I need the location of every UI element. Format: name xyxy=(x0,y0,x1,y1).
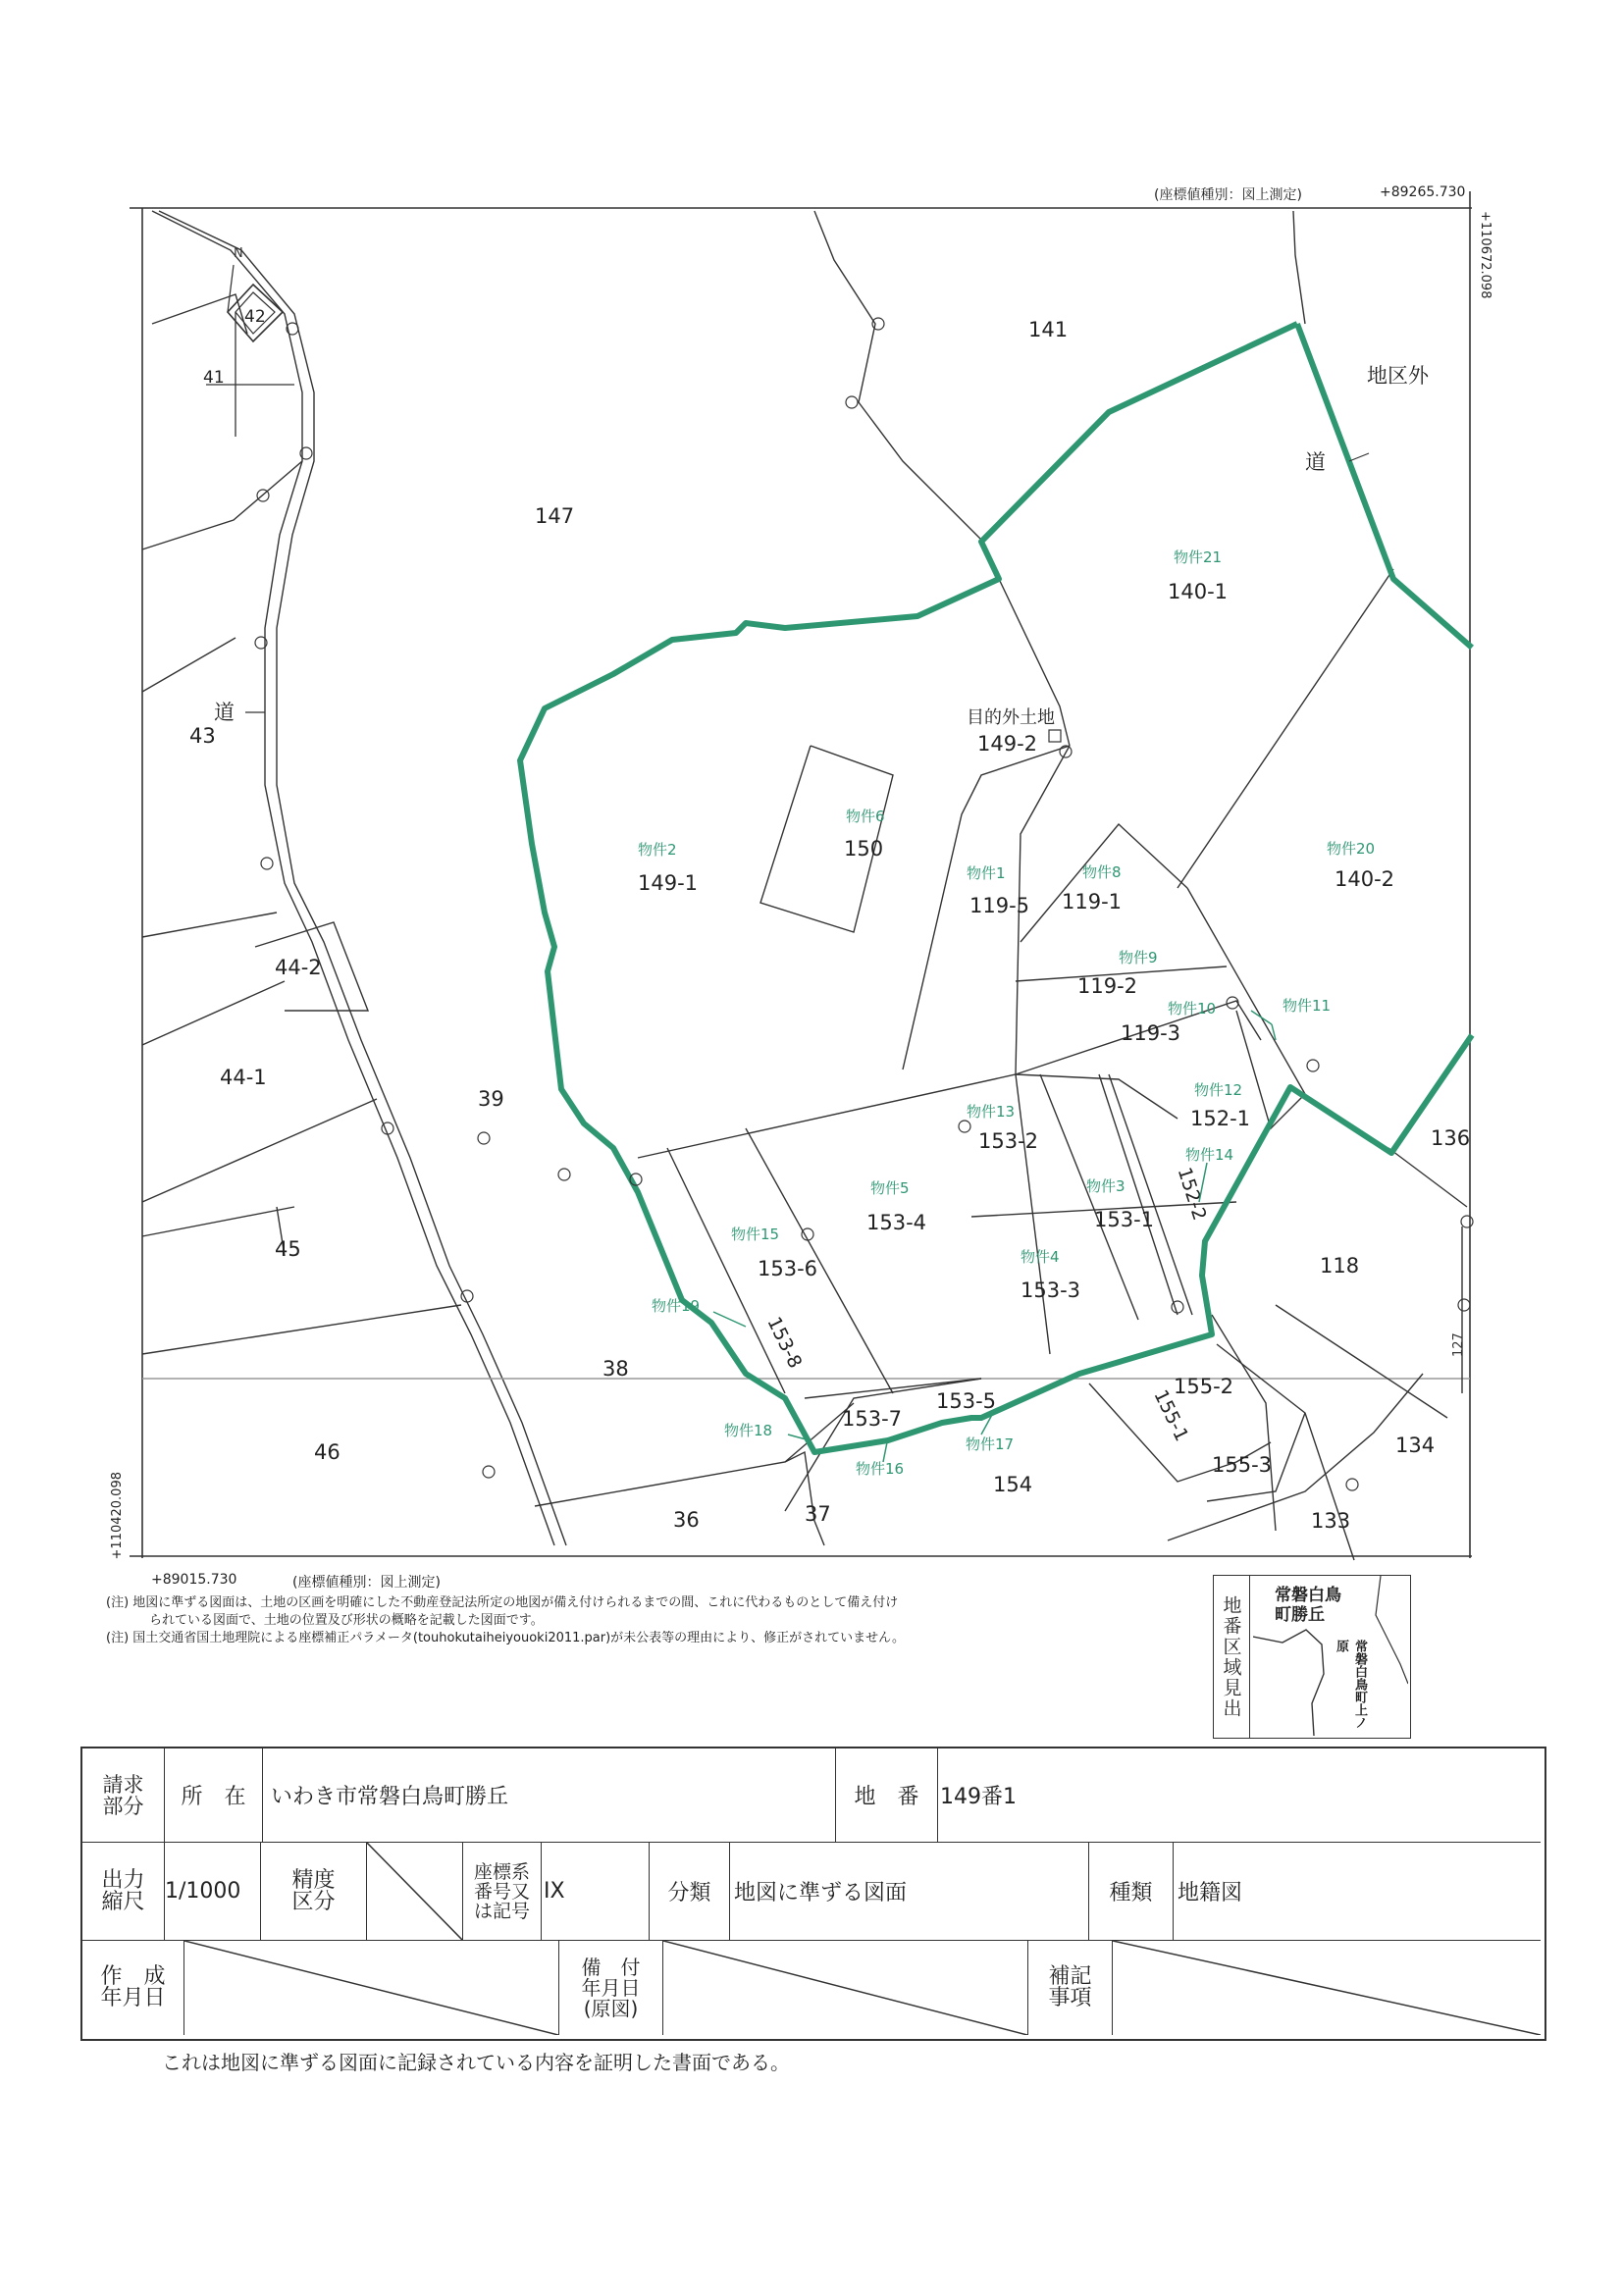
accuracy-value xyxy=(367,1843,463,1941)
property-label: 物件3 xyxy=(1086,1177,1126,1195)
property-label: 物件18 xyxy=(724,1422,773,1439)
location-label: 所 在 xyxy=(165,1748,263,1843)
request-label: 請求部分 xyxy=(102,1772,144,1818)
class-label: 分類 xyxy=(650,1843,730,1941)
property-label: 物件15 xyxy=(731,1226,780,1243)
property-label: 物件21 xyxy=(1174,548,1223,566)
parcel-label: 140-2 xyxy=(1335,867,1395,891)
attached-date-label: 備 付年月日(原図) xyxy=(581,1955,641,2020)
parcel-label: 147 xyxy=(535,504,575,528)
property-label: 物件20 xyxy=(1327,840,1376,858)
parcel-label: 152-2 xyxy=(1173,1165,1211,1224)
outside-district-label: 地区外 xyxy=(1367,364,1429,388)
property-label: 物件11 xyxy=(1283,997,1332,1015)
parcel-label: 153-1 xyxy=(1094,1208,1155,1231)
parcel-label: 39 xyxy=(478,1087,504,1111)
attached-date-value xyxy=(663,1941,1028,2035)
coord-type-bottom: (座標値種別：図上測定) xyxy=(292,1575,441,1591)
coord-top-x: +89265.730 xyxy=(1380,184,1466,200)
parcel-label: 134 xyxy=(1395,1434,1436,1457)
property-label: 物件4 xyxy=(1021,1248,1060,1266)
property-label: 物件14 xyxy=(1185,1146,1234,1164)
property-label: 物件9 xyxy=(1119,949,1158,966)
property-label: 物件12 xyxy=(1194,1081,1243,1099)
non-purpose-land-label: 目的外土地 xyxy=(967,707,1055,728)
note-line: (注) 地図に準ずる図面は、土地の区画を明確にした不動産登記法所定の地図が備え付けられるまでの間、これに代わるものとして備え付け xyxy=(106,1595,899,1610)
parcel-label: 119-5 xyxy=(969,894,1030,917)
parcel-label: 153-3 xyxy=(1021,1278,1081,1302)
parcel-label: 150 xyxy=(844,837,884,861)
parcel-label: 37 xyxy=(805,1502,831,1526)
road-label: 道 xyxy=(1305,450,1326,474)
parcel-label: 44-2 xyxy=(275,956,322,979)
inset-label: 地番区域見出 xyxy=(1214,1576,1250,1738)
marker-42: 42 xyxy=(244,307,266,327)
created-date-value xyxy=(184,1941,559,2035)
coord-type-top: (座標値種別：図上測定) xyxy=(1154,187,1302,203)
parcel-label: 127 xyxy=(1451,1332,1466,1357)
coord-left-y: +110420.098 xyxy=(110,1472,125,1560)
scale-label: 出力縮尺 xyxy=(101,1867,145,1914)
coord-right-y: +110672.098 xyxy=(1478,211,1492,299)
marker-41: 41 xyxy=(203,368,225,388)
property-label: 物件13 xyxy=(967,1103,1016,1121)
parcel-label: 153-8 xyxy=(762,1313,807,1372)
remarks-label: 補記事項 xyxy=(1048,1964,1092,2010)
parcel-label: 119-3 xyxy=(1121,1021,1181,1045)
parcel-label: 119-1 xyxy=(1062,890,1123,913)
parcel-label: 152-1 xyxy=(1190,1107,1251,1130)
road-label: 道 xyxy=(214,701,235,724)
certification-text: これは地図に準ずる図面に記録されている内容を証明した書面である。 xyxy=(162,2051,790,2074)
property-label: 物件8 xyxy=(1082,863,1122,881)
parcel-label: 154 xyxy=(993,1473,1033,1496)
parcel-label: 153-7 xyxy=(842,1407,903,1431)
inset-neighbor: 常磐白鳥町上ノ原 xyxy=(1334,1640,1367,1729)
kind-label: 種類 xyxy=(1089,1843,1174,1941)
lot-label: 地 番 xyxy=(836,1748,938,1843)
parcel-label: 155-2 xyxy=(1174,1375,1234,1398)
coord-system-label: 座標系番号又は記号 xyxy=(473,1860,530,1922)
lot-value: 149番1 xyxy=(938,1748,1541,1843)
property-label: 物件1 xyxy=(967,864,1006,882)
parcel-label: 155-3 xyxy=(1212,1453,1273,1477)
property-label: 物件2 xyxy=(638,841,677,859)
parcel-label: 46 xyxy=(314,1440,340,1464)
parcel-boundaries xyxy=(142,211,1470,1560)
property-label: 物件17 xyxy=(966,1435,1015,1453)
property-label: 物件10 xyxy=(1168,1000,1217,1018)
created-date-label: 作 成年月日 xyxy=(100,1964,166,2010)
coord-bottom-x: +89015.730 xyxy=(151,1572,237,1588)
district-inset xyxy=(1213,1575,1411,1739)
scale-value: 1/1000 xyxy=(165,1843,261,1941)
remarks-value xyxy=(1113,1941,1541,2035)
parcel-label: 36 xyxy=(673,1508,700,1532)
location-value: いわき市常磐白鳥町勝丘 xyxy=(263,1748,836,1843)
parcel-label: 118 xyxy=(1320,1254,1360,1278)
parcel-label: 149-2 xyxy=(977,732,1038,756)
inset-area-name: 常磐白鳥町勝丘 xyxy=(1275,1586,1341,1625)
parcel-label: 149-1 xyxy=(638,871,699,895)
parcel-label: 133 xyxy=(1311,1509,1351,1533)
parcel-label: 38 xyxy=(602,1357,629,1381)
accuracy-label: 精度区分 xyxy=(291,1867,336,1914)
parcel-label: 45 xyxy=(275,1237,301,1261)
property-label: 物件16 xyxy=(856,1460,905,1478)
note-line: られている図面で、土地の位置及び形状の概略を記載した図面です。 xyxy=(149,1613,544,1628)
request-form xyxy=(80,1747,1546,2041)
property-label: 物件19 xyxy=(652,1297,701,1315)
kind-value: 地籍図 xyxy=(1174,1843,1541,1941)
parcel-label: 136 xyxy=(1431,1126,1471,1150)
parcel-label: 153-2 xyxy=(978,1129,1039,1153)
parcel-label: 153-6 xyxy=(758,1257,818,1280)
parcel-label: 153-5 xyxy=(936,1389,997,1413)
class-value: 地図に準ずる図面 xyxy=(730,1843,1089,1941)
note-line: (注) 国土交通省国土地理院による座標補正パラメータ(touhokutaiheiyouoki2011.par)が未公表等の理由により、修正がされていません。 xyxy=(106,1631,905,1645)
parcel-label: 141 xyxy=(1028,318,1069,341)
parcel-label: 43 xyxy=(189,724,216,748)
north-label: N xyxy=(234,246,243,261)
property-label: 物件5 xyxy=(870,1179,910,1197)
property-label: 物件6 xyxy=(846,808,885,825)
parcel-label: 140-1 xyxy=(1168,580,1229,603)
parcel-label: 155-1 xyxy=(1149,1386,1193,1445)
parcel-label: 153-4 xyxy=(866,1211,927,1234)
parcel-label: 119-2 xyxy=(1077,974,1138,998)
parcel-label: 44-1 xyxy=(220,1066,267,1089)
coord-system-value: IX xyxy=(542,1843,650,1941)
